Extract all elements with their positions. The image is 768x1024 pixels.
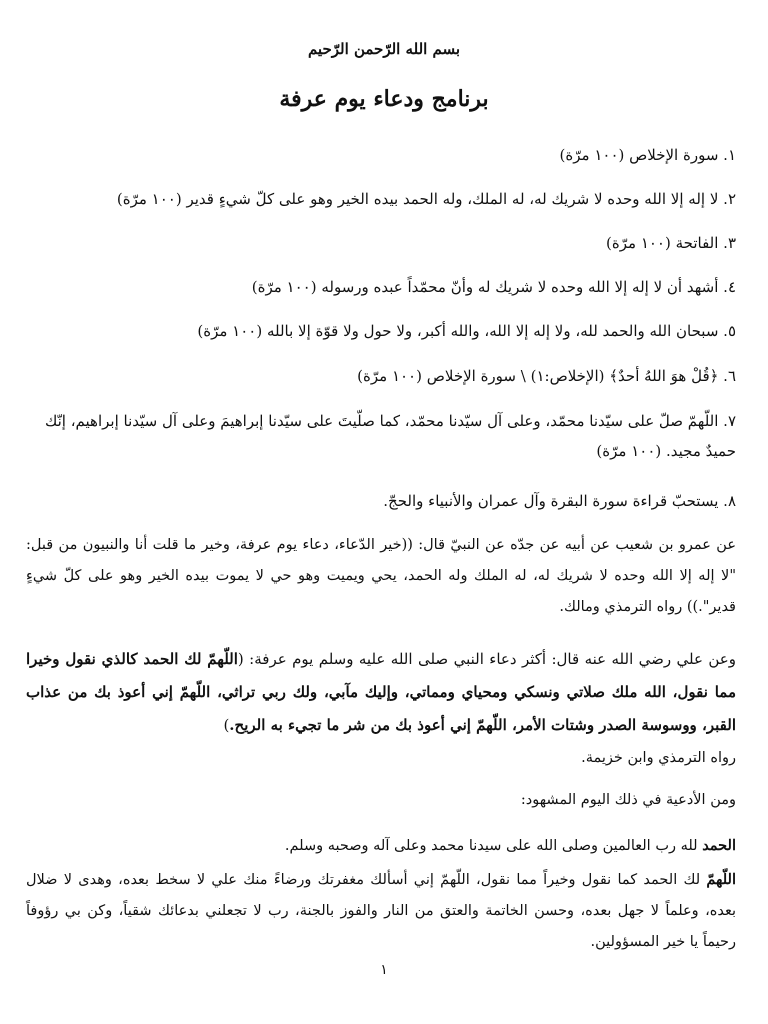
list-item-4: ٤. أشهد أن لا إله إلا الله وحده لا شريك له وأنّ محمّداً عبده ورسوله (١٠٠ مرّة) (251, 278, 736, 296)
praise-lead: الحمد (702, 837, 736, 854)
basmala: بسم الله الرّحمن الرّحيم (307, 40, 461, 58)
final-dua-paragraph (26, 864, 736, 958)
final-dua-lead: اللّهمّ (706, 871, 736, 888)
hadith-ali-dua: اللّهمّ لك الحمد كالذي نقول وخيرا مما نقول، الله ملك صلاتي ونسكي ومحياي ومماتي، وإليك مآبي، ولك ربي تراثي، اللّهمّ إني أعوذ بك من عذاب القبر، ووسوسة الصدر وشتات الأمر، اللّهمّ إني أعوذ بك من شر ما تجيء به الريح. (26, 650, 736, 734)
list-item-5: ٥. سبحان الله والحمد لله، ولا إله إلا الله، والله أكبر، ولا حول ولا قوّة إلا بالله (١٠٠ مرّة) (197, 322, 736, 340)
hadith-amr-paragraph: عن عمرو بن شعيب عن أبيه عن جدّه عن النبيّ قال: ((خير الدّعاء، دعاء يوم عرفة، وخير ما قلت أنا والنبيون من قبل: "لا إله إلا الله وحده لا شريك له، له الملك وله الحمد، يحي ويميت وهو حي لا يموت بيده الخير وهو على كلّ شيءٍ قدير".)) رواه الترمذي ومالك. (26, 537, 736, 615)
list-item-8: ٨. يستحبّ قراءة سورة البقرة وآل عمران والأنبياء والحجّ. (383, 492, 736, 510)
list-item-6: ٦. ﴿قُلْ هوَ اللهُ أحدٌ﴾ (الإخلاص:١) \ سورة الإخلاص (١٠٠ مرّة) (357, 367, 736, 385)
hadith-ali-source: رواه الترمذي وابن خزيمة. (581, 750, 736, 766)
praise-line (26, 832, 736, 860)
list-item-7: ٧. اللّهمّ صلّ على سيّدنا محمّد، وعلى آل سيّدنا محمّد، كما صلّيتَ على سيّدنا إبراهيمَ وعلى آل سيّدنا إبراهيم، إنّك حميدٌ مجيد. (١٠٠ مرّة) (44, 412, 736, 460)
hadith-ali-intro: وعن علي رضي الله عنه قال: أكثر دعاء النبي صلى الله عليه وسلم يوم عرفة: ( (237, 650, 737, 668)
praise-text: لله رب العالمين وصلى الله على سيدنا محمد وعلى آله وصحبه وسلم. (284, 838, 703, 854)
list-item-1: ١. سورة الإخلاص (١٠٠ مرّة) (559, 146, 736, 164)
hadith-ali-close: ) (223, 716, 230, 734)
list-item-3: ٣. الفاتحة (١٠٠ مرّة) (606, 234, 736, 252)
list-item-2: ٢. لا إله إلا الله وحده لا شريك له، له الملك، وله الحمد بيده الخير وهو على كلّ شيءٍ قدير (١٠٠ مرّة) (116, 190, 736, 208)
hadith-ali-paragraph (26, 643, 736, 742)
final-dua-text: لك الحمد كما نقول وخيراً مما نقول، اللّهمّ إني أسألك مغفرتك ورضاءً منك علي لا سخط بعده، وهدى لا ضلال بعده، وعلماً لا جهل بعده، وحسن الخاتمة والعتق من النار والفوز بالجنة، رب لا تجعلني بدعائك شقياً، وكن بي رؤوفاً رحيماً يا خير المسؤولين. (26, 872, 736, 950)
page-title: برنامج ودعاء يوم عرفة (279, 86, 489, 112)
page-number: ١ (380, 962, 388, 978)
famous-duas-intro: ومن الأدعية في ذلك اليوم المشهود: (520, 792, 736, 808)
